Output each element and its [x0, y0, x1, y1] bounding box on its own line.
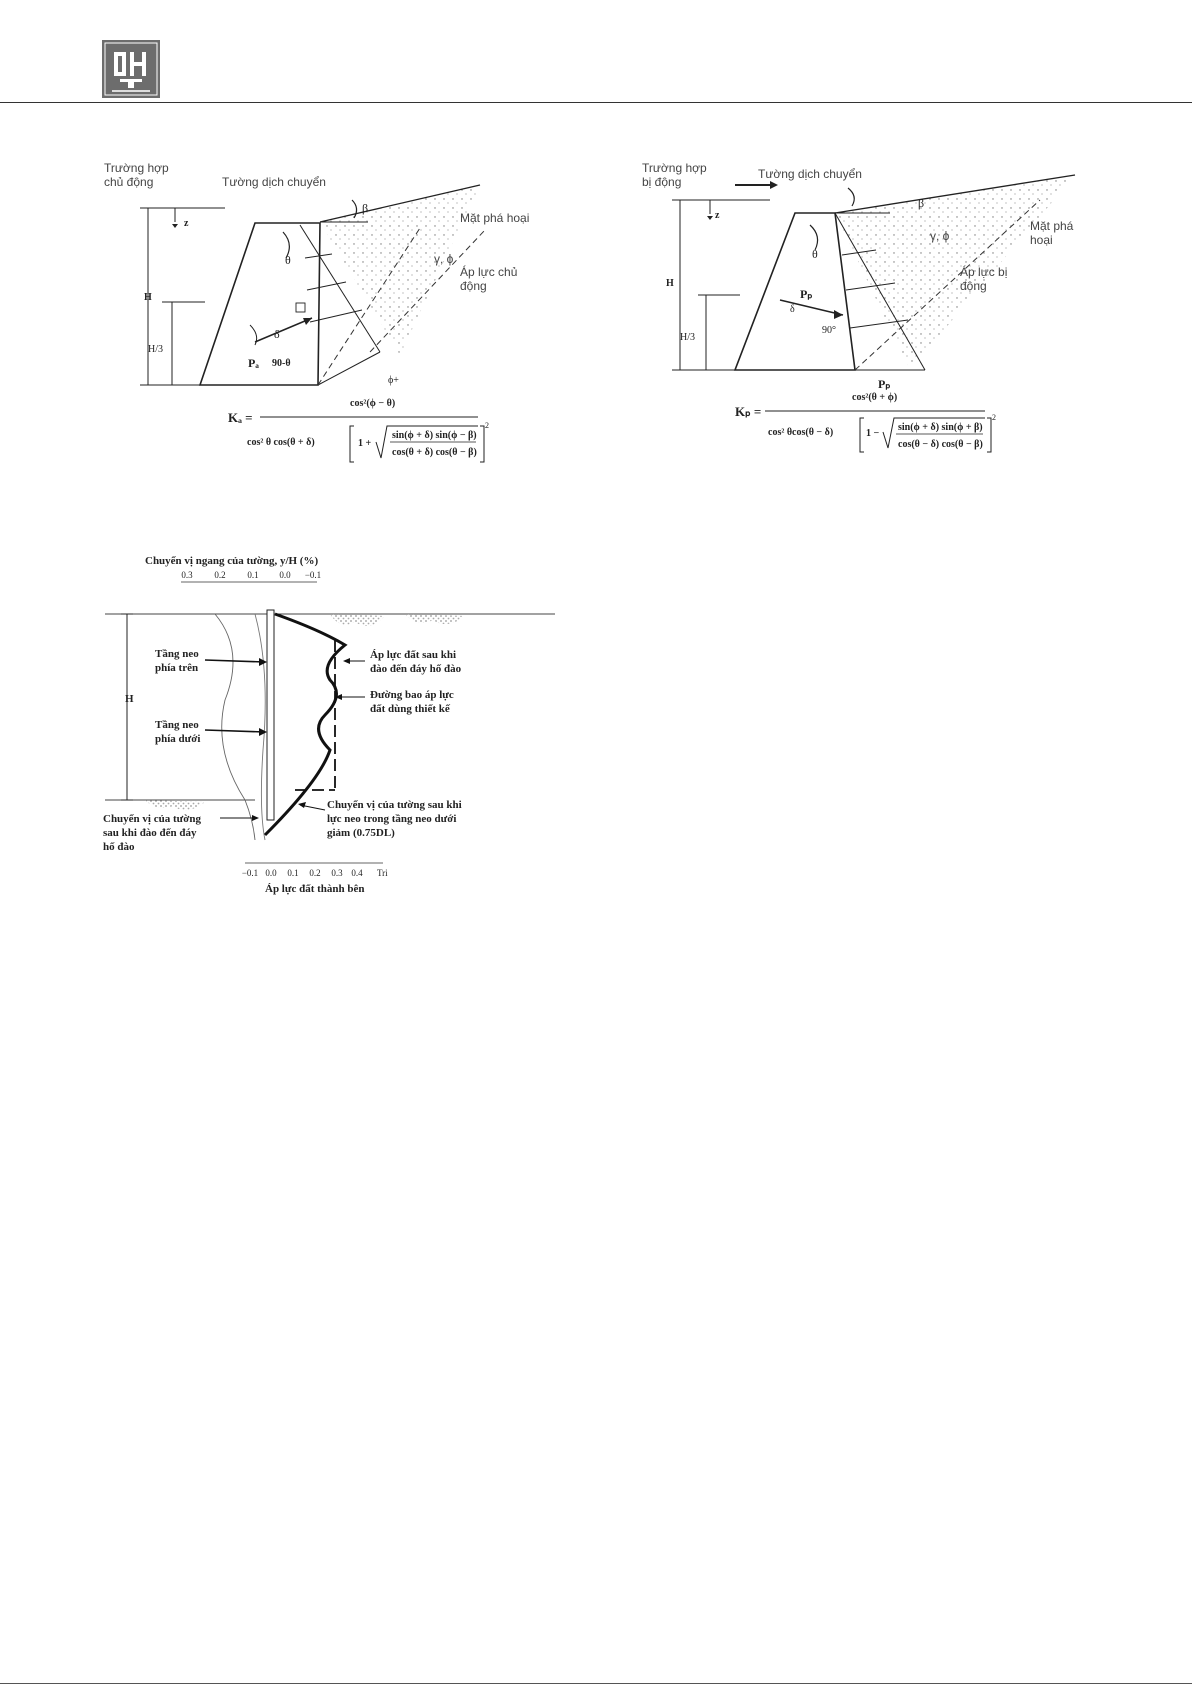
lower-anchor-line1: Tầng neo	[155, 719, 199, 731]
svg-text:2: 2	[992, 413, 996, 422]
formula-lhs: Kₐ =	[228, 410, 253, 425]
Pa-label: Pₐ	[248, 356, 259, 370]
wall-move-label: Tường dịch chuyển	[222, 175, 326, 189]
bottom-axis-title: Áp lực đất thành bên	[265, 883, 365, 895]
pressure-label-line2: động	[960, 279, 987, 293]
H-label: H	[144, 292, 152, 303]
case-label-line1: Trường hợp	[104, 161, 169, 175]
failure-plane-line2: hoại	[1030, 233, 1053, 247]
z-label: z	[184, 218, 189, 229]
failure-plane-line1: Mặt phá	[1030, 219, 1074, 233]
active-pressure-figure	[100, 160, 570, 470]
top-tick: 0.1	[247, 570, 259, 580]
formula-denominator: cos² θcos(θ − δ)	[768, 427, 834, 438]
bottom-tick: 0.1	[287, 868, 299, 878]
top-tick: 0.3	[181, 570, 193, 580]
formula-numerator: cos²(θ + ϕ)	[852, 392, 898, 403]
page-header	[0, 0, 1192, 106]
svg-text:1 +: 1 +	[358, 438, 372, 449]
envelope-line2: đất dùng thiết kế	[370, 703, 450, 715]
pressure-after-line1: Áp lực đất sau khi	[370, 649, 457, 661]
formula-root-num: sin(ϕ + δ) sin(ϕ + β)	[898, 422, 983, 433]
soil-params-label: γ, ϕ	[930, 229, 950, 243]
disp-reduced-line1: Chuyển vị của tường sau khi	[327, 799, 462, 811]
passive-pressure-figure	[640, 160, 1090, 460]
pressure-after-line2: đào đến đáy hố đào	[370, 663, 462, 675]
svg-text:2: 2	[485, 421, 489, 430]
bottom-tick: 0.3	[331, 868, 343, 878]
bottom-tick: 0.0	[265, 868, 277, 878]
angle-label: 90-θ	[272, 358, 291, 369]
H-label: H	[125, 693, 134, 705]
formula-lhs: Kₚ =	[735, 404, 762, 419]
pressure-label-line1: Áp lực bị	[960, 265, 1008, 279]
phi-label: ϕ+	[388, 375, 399, 386]
wall-move-label: Tường dịch chuyển	[758, 167, 862, 181]
anchored-wall-figure	[95, 550, 555, 910]
disp-excav-line3: hố đào	[103, 841, 135, 853]
theta-label: θ	[812, 247, 818, 261]
formula-numerator: cos²(ϕ − θ)	[350, 398, 396, 409]
disp-excav-line1: Chuyển vị của tường	[103, 813, 201, 825]
retaining-wall	[200, 223, 320, 385]
bottom-tick: −0.1	[241, 868, 259, 878]
pressure-label-line2: động	[460, 279, 487, 293]
university-logo	[102, 40, 160, 98]
retaining-wall	[735, 213, 855, 370]
failure-plane-label: Mặt phá hoại	[460, 211, 530, 225]
disp-excav-line2: sau khi đào đến đáy	[103, 827, 197, 839]
disp-reduced-line3: giảm (0.75DL)	[327, 827, 395, 839]
delta-label: δ	[790, 304, 795, 315]
svg-text:1 −: 1 −	[866, 428, 880, 439]
case-label-line2: chủ động	[104, 175, 154, 189]
formula-denominator: cos² θ cos(θ + δ)	[247, 437, 315, 448]
beta-label: β	[362, 201, 369, 215]
top-tick: −0.1	[304, 570, 322, 580]
disp-reduced-line2: lực neo trong tầng neo dưới	[327, 813, 457, 825]
case-label-line2: bị động	[642, 175, 682, 189]
bottom-tick: 0.4	[351, 868, 363, 878]
H3-label: H/3	[680, 332, 695, 343]
beta-label: β	[918, 196, 925, 210]
upper-anchor-line2: phía trên	[155, 662, 199, 674]
case-label-line1: Trường hợp	[642, 161, 707, 175]
formula-root-den: cos(θ + δ) cos(θ − β)	[392, 447, 477, 458]
top-tick: 0.2	[214, 570, 226, 580]
soil-params-label: γ, ϕ	[434, 252, 454, 266]
top-axis-ticks	[181, 570, 321, 580]
top-axis-title: Chuyển vị ngang của tường, y/H (%)	[145, 555, 319, 567]
header-rule	[0, 102, 1192, 103]
formula-root-num: sin(ϕ + δ) sin(ϕ − β)	[392, 430, 477, 441]
bottom-axis-ticks	[242, 868, 388, 878]
lower-anchor-line2: phía dưới	[155, 733, 201, 745]
wall-section	[267, 610, 274, 820]
theta-label: θ	[285, 253, 291, 267]
formula-root-den: cos(θ − δ) cos(θ − β)	[898, 439, 983, 450]
H-label: H	[666, 278, 674, 289]
pressure-label-line1: Áp lực chủ	[460, 265, 518, 279]
envelope-line1: Đường bao áp lực	[370, 689, 454, 701]
Pp-bottom-label: Pₚ	[878, 377, 891, 391]
footer-rule	[0, 1683, 1192, 1684]
backfill-soil	[320, 185, 480, 355]
z-label: z	[715, 210, 720, 221]
top-tick: 0.0	[279, 570, 291, 580]
angle-label: 90°	[822, 325, 836, 336]
delta-label: δ	[274, 327, 280, 341]
Pp-mid-label: Pₚ	[800, 287, 813, 301]
bottom-tick: 0.2	[309, 868, 321, 878]
bottom-unit: Tri	[377, 868, 388, 878]
H3-label: H/3	[148, 344, 163, 355]
upper-anchor-line1: Tầng neo	[155, 648, 199, 660]
